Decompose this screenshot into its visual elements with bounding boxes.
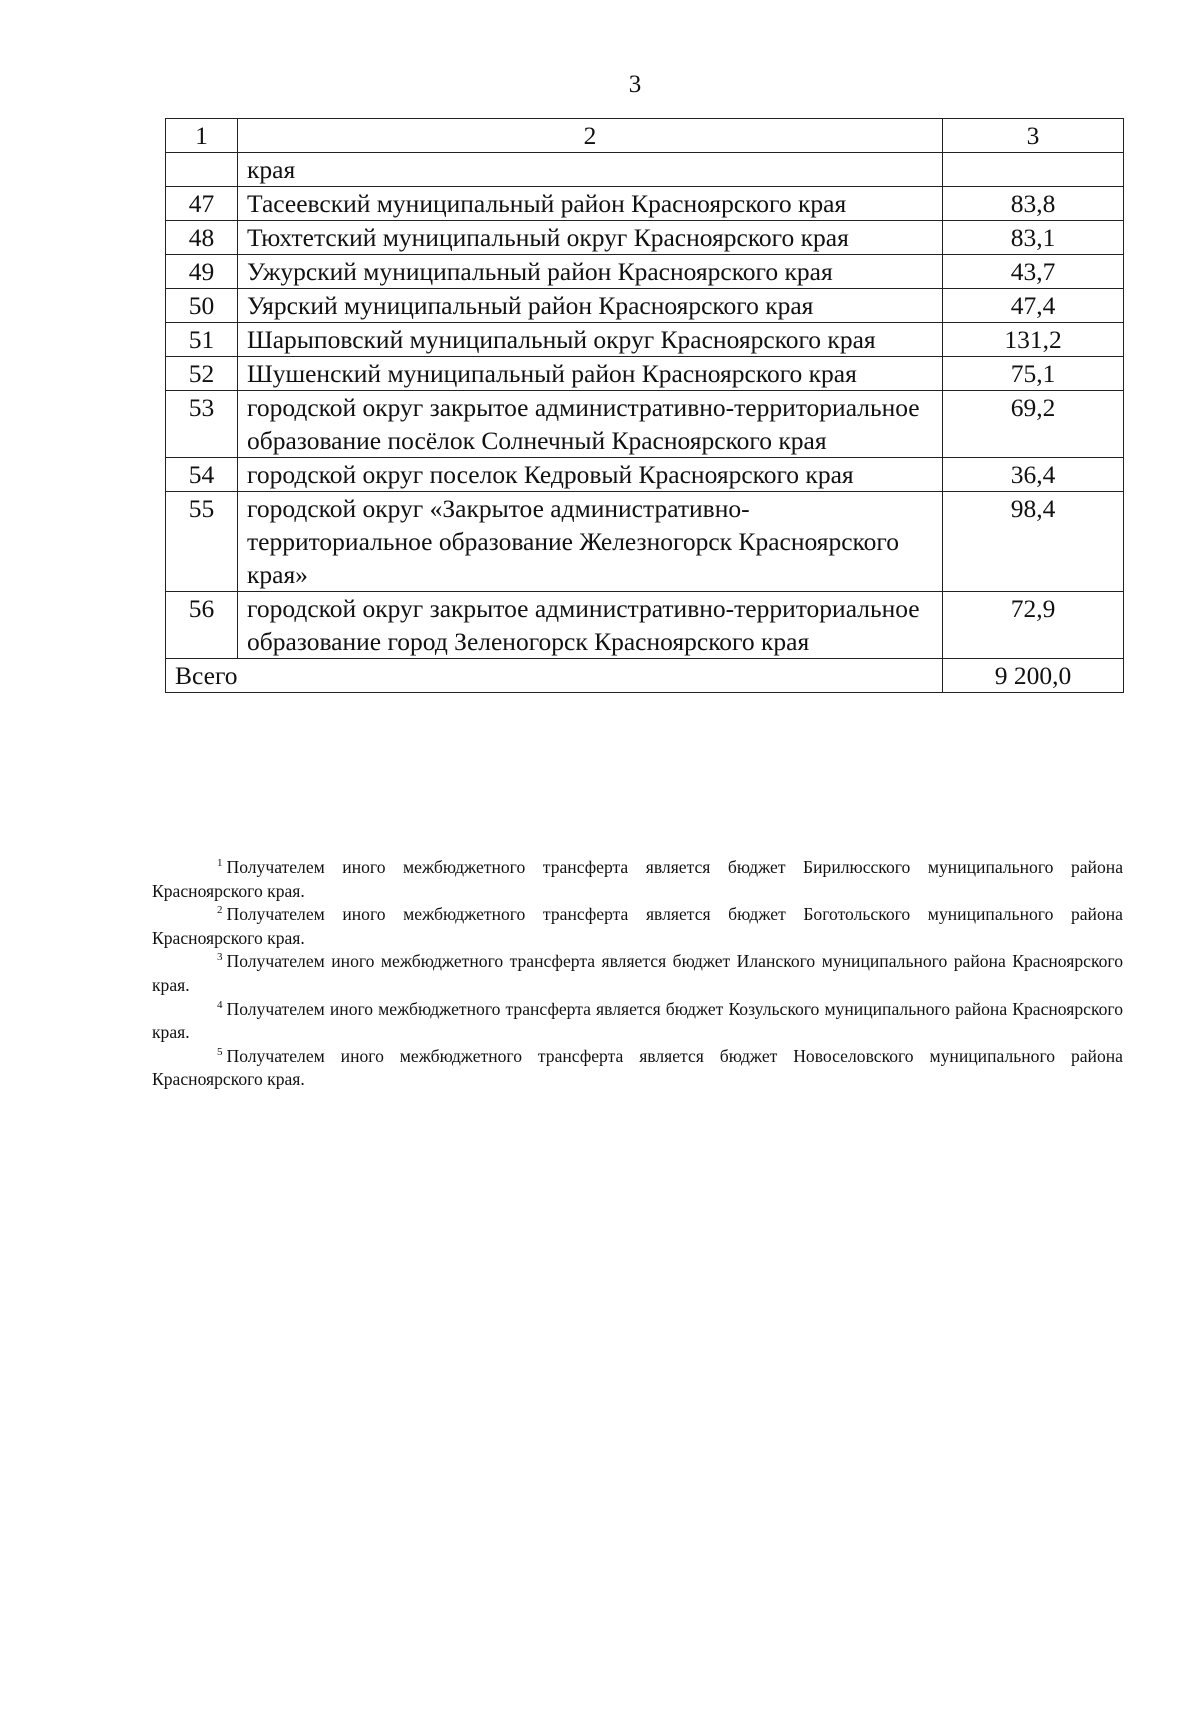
footnote-mark: 2 — [217, 904, 223, 917]
footnotes — [152, 856, 1123, 1092]
row-value: 47,4 — [943, 289, 1124, 323]
row-name: городской округ поселок Кедровый Красноярского края — [238, 458, 943, 492]
footnote — [152, 998, 1123, 1045]
total-value: 9 200,0 — [943, 659, 1124, 693]
row-number: 53 — [166, 391, 238, 458]
row-value: 43,7 — [943, 255, 1124, 289]
total-label: Всего — [166, 659, 943, 693]
row-value: 98,4 — [943, 492, 1124, 592]
row-number — [166, 153, 238, 187]
footnote — [152, 1045, 1123, 1092]
row-number: 47 — [166, 187, 238, 221]
footnote-mark: 1 — [217, 857, 223, 869]
row-number: 48 — [166, 221, 238, 255]
table-row — [166, 357, 1124, 391]
footnote-text: Получателем иного межбюджетного трансферта является бюджет Новоселовского муниципального района Красноярского края. — [152, 1045, 1123, 1090]
table-row — [166, 255, 1124, 289]
row-number: 54 — [166, 458, 238, 492]
row-value: 83,8 — [943, 187, 1124, 221]
row-number: 51 — [166, 323, 238, 357]
header-cell-3: 3 — [943, 119, 1124, 153]
footnote-mark: 4 — [217, 998, 223, 1011]
footnote-text: Получателем иного межбюджетного трансферта является бюджет Козульского муниципального района Красноярского края. — [152, 998, 1123, 1043]
page-number: 3 — [628, 71, 642, 98]
row-name: Тюхтетский муниципальный округ Красноярского края — [238, 221, 943, 255]
table-row — [166, 458, 1124, 492]
row-value: 72,9 — [943, 592, 1124, 659]
table-row — [166, 289, 1124, 323]
row-value: 75,1 — [943, 357, 1124, 391]
table-row — [166, 391, 1124, 458]
row-name: Ужурский муниципальный район Красноярского края — [238, 255, 943, 289]
table-row — [166, 323, 1124, 357]
footnote-mark: 5 — [217, 1045, 223, 1058]
table-row — [166, 187, 1124, 221]
row-value: 36,4 — [943, 458, 1124, 492]
row-name: Уярский муниципальный район Красноярского края — [238, 289, 943, 323]
row-number: 50 — [166, 289, 238, 323]
table-row — [166, 153, 1124, 187]
footnote-text: Получателем иного межбюджетного трансферта является бюджет Бирилюсского муниципального района Красноярского края. — [152, 857, 1123, 901]
footnote — [152, 856, 1123, 903]
row-number: 49 — [166, 255, 238, 289]
row-value: 131,2 — [943, 323, 1124, 357]
footnote — [152, 950, 1123, 997]
row-name: Тасеевский муниципальный район Красноярского края — [238, 187, 943, 221]
row-number: 55 — [166, 492, 238, 592]
row-name: Шарыповский муниципальный округ Красноярского края — [238, 323, 943, 357]
header-cell-1: 1 — [166, 119, 238, 153]
row-name: Шушенский муниципальный район Красноярского края — [238, 357, 943, 391]
row-name: края — [238, 153, 943, 187]
table-row — [166, 221, 1124, 255]
row-value: 83,1 — [943, 221, 1124, 255]
table-row — [166, 592, 1124, 659]
row-name: городской округ закрытое административно-территориальное образование город Зеленогорск Красноярского края — [238, 592, 943, 659]
row-number: 56 — [166, 592, 238, 659]
row-value — [943, 153, 1124, 187]
transfer-table — [165, 118, 1124, 693]
header-cell-2: 2 — [238, 119, 943, 153]
footnote-text: Получателем иного межбюджетного трансферта является бюджет Боготольского муниципального района Красноярского края. — [152, 904, 1123, 948]
footnote-mark: 3 — [217, 951, 223, 964]
footnote-text: Получателем иного межбюджетного трансферта является бюджет Иланского муниципального района Красноярского края. — [152, 951, 1123, 995]
row-value: 69,2 — [943, 391, 1124, 458]
row-name: городской округ «Закрытое административно-территориальное образование Железногорск Красноярского края» — [238, 492, 943, 592]
table-total-row — [166, 659, 1124, 693]
row-name: городской округ закрытое административно-территориальное образование посёлок Солнечный Красноярского края — [238, 391, 943, 458]
row-number: 52 — [166, 357, 238, 391]
table-header-row — [166, 119, 1124, 153]
footnote — [152, 903, 1123, 950]
table-row — [166, 492, 1124, 592]
